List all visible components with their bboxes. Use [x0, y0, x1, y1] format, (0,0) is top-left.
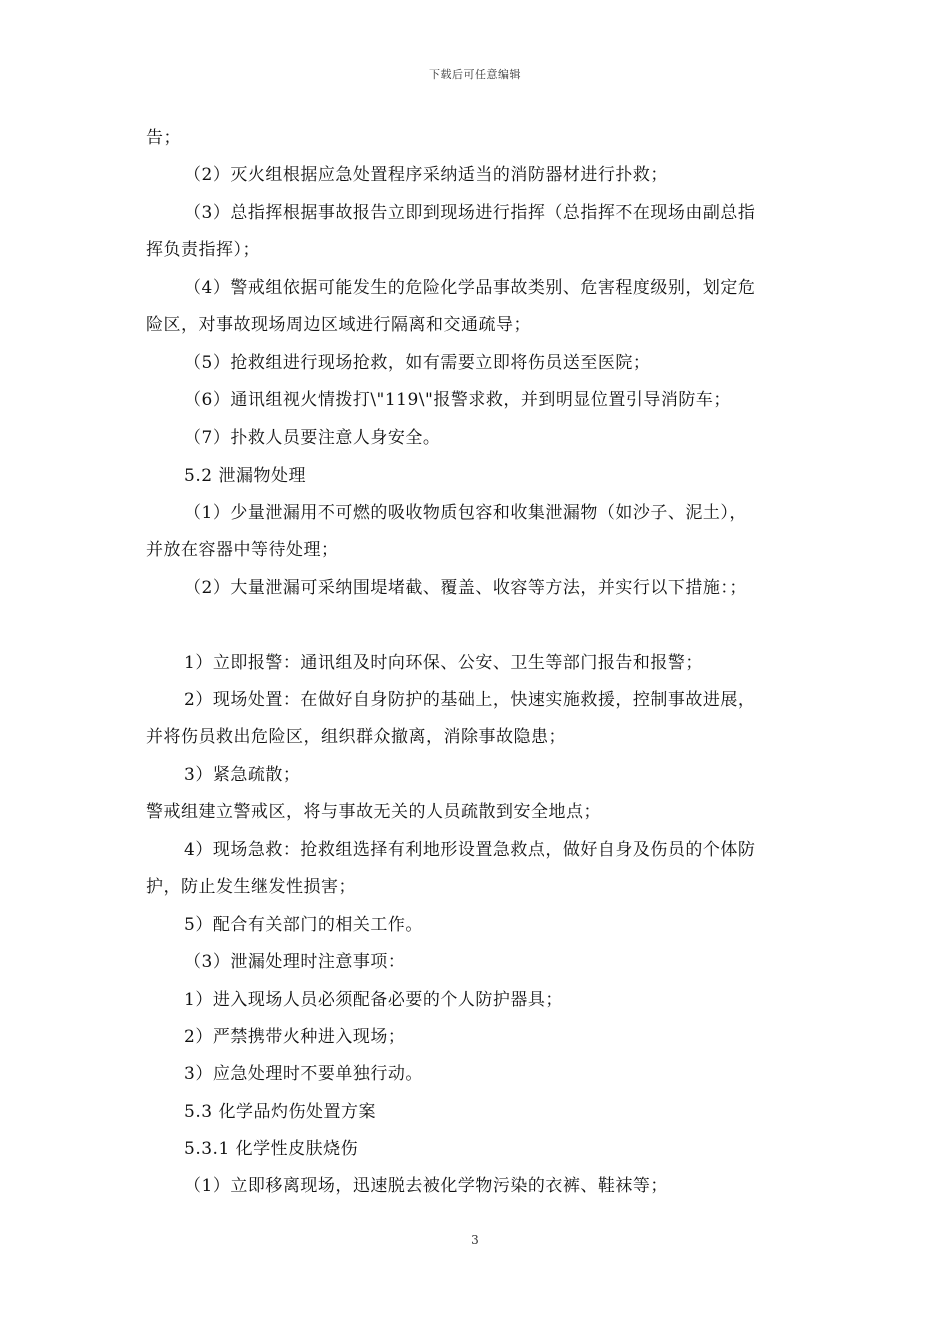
- paragraph-line: 挥负责指挥）；: [146, 240, 260, 260]
- paragraph-line: （5）抢救组进行现场抢救，如有需要立即将伤员送至医院；: [184, 353, 651, 373]
- paragraph-line: 护，防止发生继发性损害；: [146, 877, 356, 897]
- paragraph-line: （3）泄漏处理时注意事项：: [184, 952, 406, 972]
- paragraph-line: （1）立即移离现场，迅速脱去被化学物污染的衣裤、鞋袜等；: [184, 1176, 668, 1196]
- paragraph-line: （2）灭火组根据应急处置程序采纳适当的消防器材进行扑救；: [184, 165, 668, 185]
- section-heading: 5.3 化学品灼伤处置方案: [184, 1102, 376, 1122]
- paragraph-line: （3）总指挥根据事故报告立即到现场进行指挥（总指挥不在现场由副总指: [184, 203, 756, 223]
- paragraph-line: 2）现场处置：在做好自身防护的基础上，快速实施救援，控制事故进展，: [184, 690, 756, 710]
- paragraph-line: 3）紧急疏散；: [184, 765, 301, 785]
- paragraph-line: 警戒组建立警戒区，将与事故无关的人员疏散到安全地点；: [146, 802, 601, 822]
- paragraph-line: （4）警戒组依据可能发生的危险化学品事故类别、危害程度级别，划定危: [184, 278, 756, 298]
- paragraph-line: （2）大量泄漏可采纳围堤堵截、覆盖、收容等方法，并实行以下措施：；: [184, 578, 747, 598]
- paragraph-line: 告；: [146, 128, 181, 148]
- paragraph-line: 4）现场急救：抢救组选择有利地形设置急救点，做好自身及伤员的个体防: [184, 840, 756, 860]
- section-heading: 5.2 泄漏物处理: [184, 466, 306, 486]
- paragraph-line: 险区，对事故现场周边区域进行隔离和交通疏导；: [146, 315, 531, 335]
- paragraph-line: 3）应急处理时不要单独行动。: [184, 1064, 423, 1084]
- paragraph-line: 并放在容器中等待处理；: [146, 540, 339, 560]
- paragraph-line: 5）配合有关部门的相关工作。: [184, 915, 423, 935]
- paragraph-line: 并将伤员救出危险区，组织群众撤离，消除事故隐患；: [146, 727, 566, 747]
- paragraph-line: （7）扑救人员要注意人身安全。: [184, 428, 441, 448]
- paragraph-line: （6）通讯组视火情拨打\"119\"报警求救，并到明显位置引导消防车；: [184, 390, 731, 410]
- paragraph-line: （1）少量泄漏用不可燃的吸收物质包容和收集泄漏物（如沙子、泥土），: [184, 503, 747, 523]
- subsection-heading: 5.3.1 化学性皮肤烧伤: [184, 1139, 359, 1159]
- page-number: 3: [471, 1233, 479, 1247]
- page-header-note: 下载后可任意编辑: [429, 68, 521, 81]
- paragraph-line: 2）严禁携带火种进入现场；: [184, 1027, 406, 1047]
- paragraph-line: 1）立即报警：通讯组及时向环保、公安、卫生等部门报告和报警；: [184, 653, 703, 673]
- paragraph-line: 1）进入现场人员必须配备必要的个人防护器具；: [184, 990, 563, 1010]
